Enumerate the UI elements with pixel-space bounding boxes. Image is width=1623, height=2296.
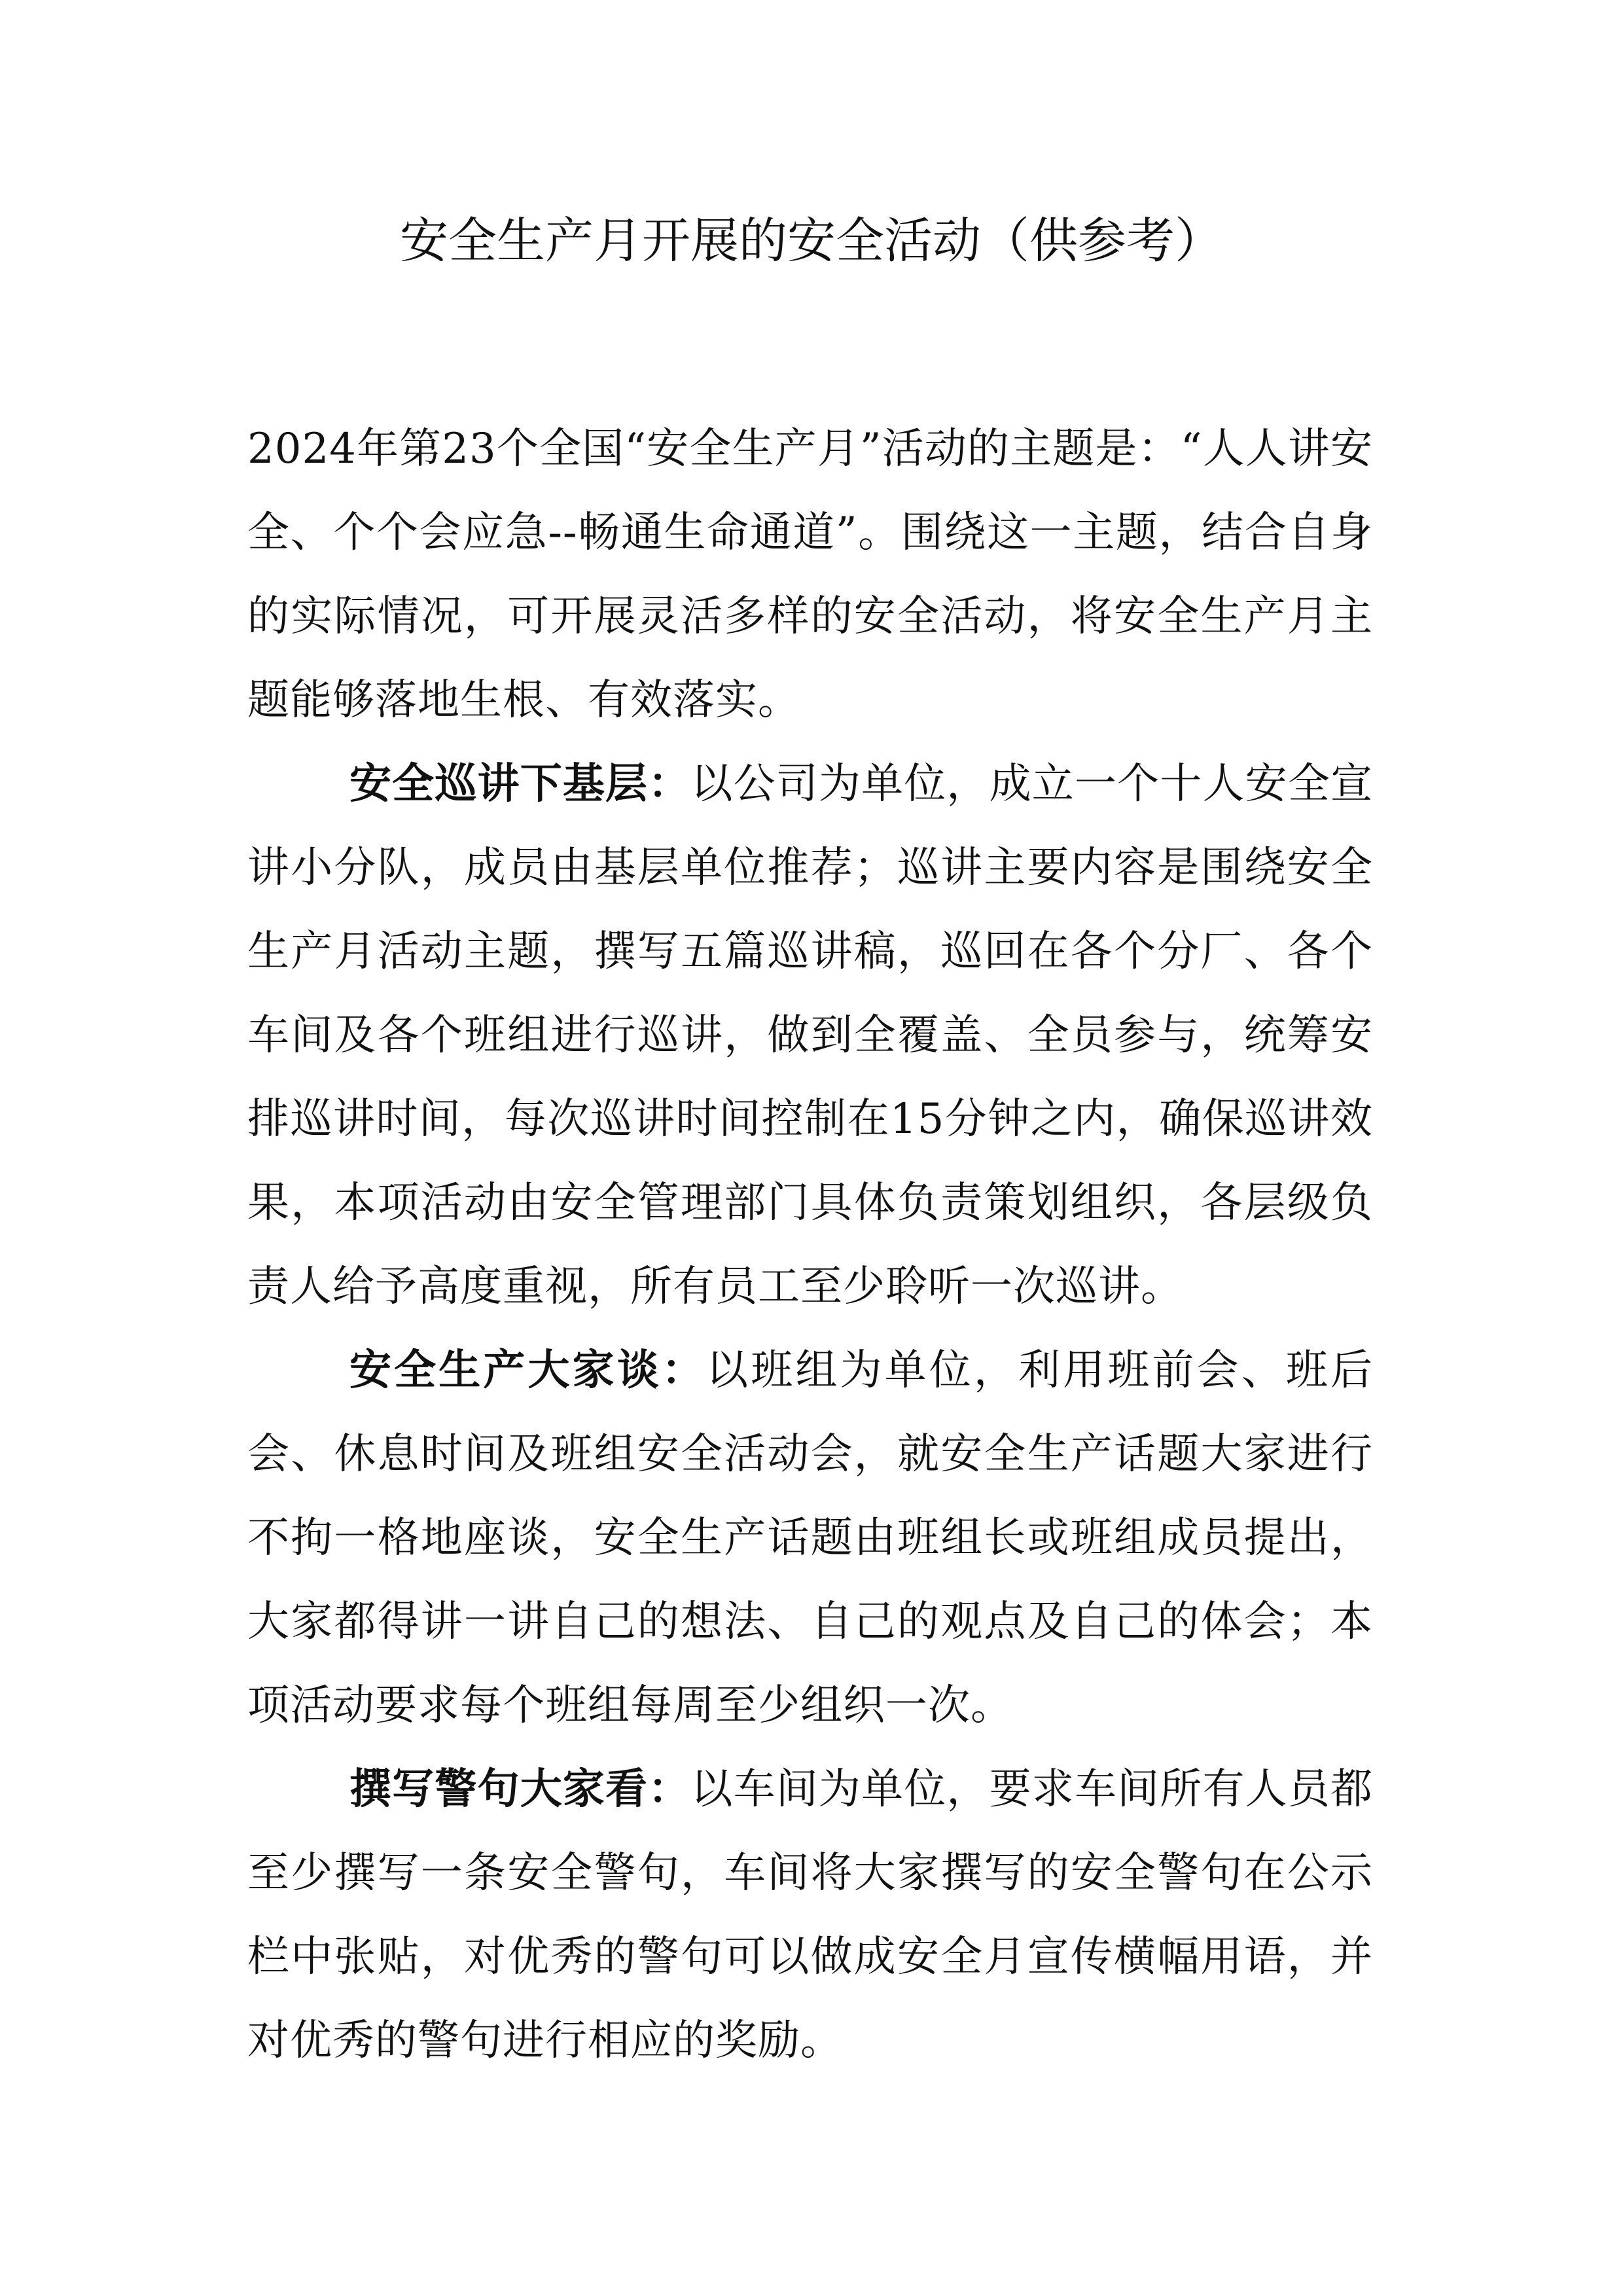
section-text: 以公司为单位，成立一个十人安全宣讲小分队，成员由基层单位推荐；巡讲主要内容是围绕安全生产月活动主题，撰写五篇巡讲稿，巡回在各个分厂、各个车间及各个班组进行巡讲，做到全覆盖、全员参与，统筹安排巡讲时间，每次巡讲时间控制在15分钟之内，确保巡讲效果，本项活动由安全管理部门具体负责策划组织，各层级负责人给予高度重视，所有员工至少聆听一次巡讲。 [247, 760, 1373, 1311]
section-paragraph-safety-discussion [247, 1329, 1373, 1748]
section-heading: 安全生产大家谈： [349, 1346, 707, 1395]
section-paragraph-safety-slogans [247, 1748, 1373, 2083]
section-paragraph-inspection-lecture [247, 742, 1373, 1329]
section-text: 以车间为单位，要求车间所有人员都至少撰写一条安全警句，车间将大家撰写的安全警句在公示栏中张贴，对优秀的警句可以做成安全月宣传横幅用语，并对优秀的警句进行相应的奖励。 [247, 1765, 1373, 2065]
document-title: 安全生产月开展的安全活动（供参考） [400, 213, 1223, 269]
document-body [247, 407, 1373, 2083]
section-text: 以班组为单位，利用班前会、班后会、休息时间及班组安全活动会，就安全生产话题大家进行不拘一格地座谈，安全生产话题由班组长或班组成员提出，大家都得讲一讲自己的想法、自己的观点及自己的体会；本项活动要求每个班组每周至少组织一次。 [247, 1346, 1374, 1730]
section-heading: 撰写警句大家看： [349, 1765, 691, 1814]
intro-paragraph: 2024年第23个全国“安全生产月”活动的主题是：“人人讲安全、个个会应急--畅通生命通道”。围绕这一主题，结合自身的实际情况，可开展灵活多样的安全活动，将安全生产月主题能够落地生根、有效落实。 [247, 425, 1373, 725]
section-heading: 安全巡讲下基层： [349, 759, 691, 808]
